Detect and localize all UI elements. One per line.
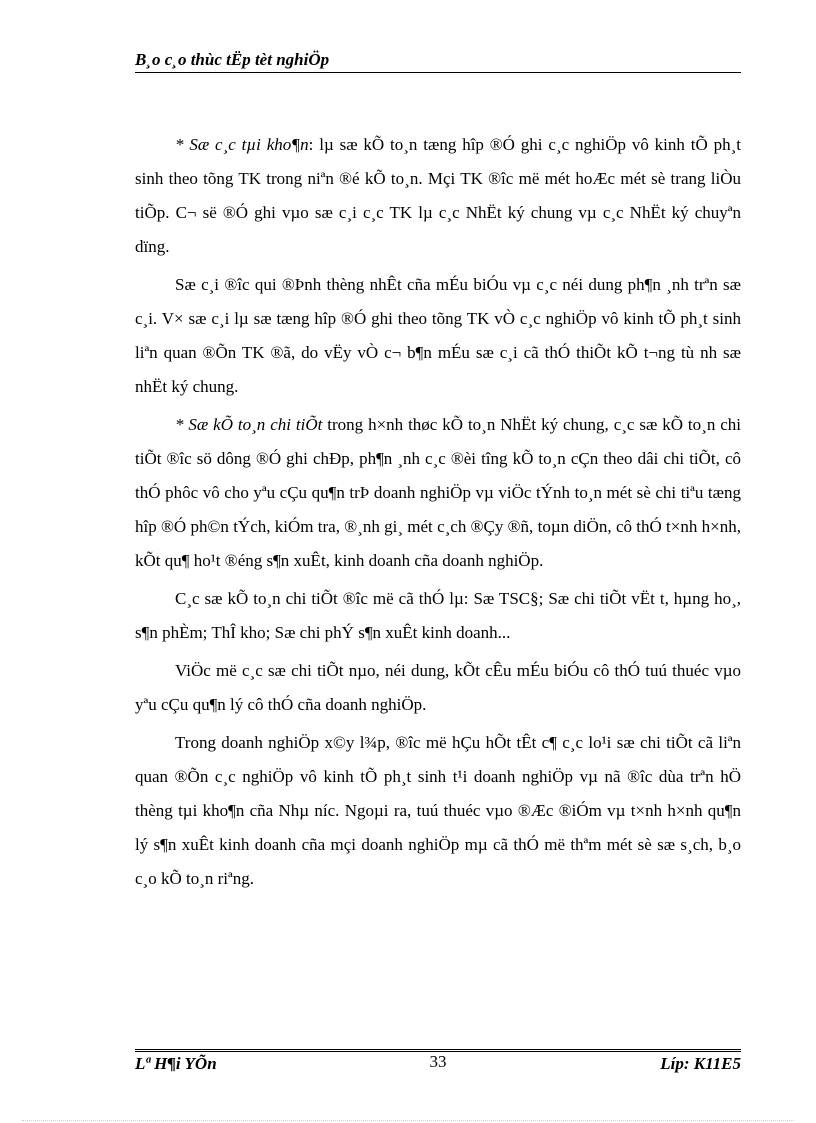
- paragraph-3-text: trong h×nh thøc kÕ to¸n NhËt ký chung, c¸c sæ kÕ to¸n chi tiÕt ®îc sö dông ®Ó ghi chÐp, ph¶n ¸nh c¸c ®èi tîng kÕ to¸n cÇn theo dâi chi tiÕt, cô thÓ phôc vô cho yªu cÇu qu¶n trÞ doanh nghiÖp vµ viÖc tÝnh to¸n mét sè chi tiªu tæng hîp ®Ó ph©n tÝch, kiÓm tra, ®¸nh gi¸ mét c¸ch ®Çy ®ñ, toµn diÖn, cô thÓ t×nh h×nh, kÕt qu¶ ho¹t ®éng s¶n xuÊt, kinh doanh cña doanh nghiÖp.: [135, 415, 742, 570]
- paragraph-1-text: : lµ sæ kÕ to¸n tæng hîp ®Ó ghi c¸c nghiÖp vô kinh tÕ ph¸t sinh theo tõng TK trong niªn ®é kÕ to¸n. Mçi TK ®îc më mét hoÆc mét sè trang liÒu tiÕp. C¬ së ®Ó ghi vµo sæ c¸i c¸c TK lµ c¸c NhËt ký chung vµ c¸c NhËt ký chuyªn dïng.: [135, 135, 741, 256]
- paragraph-4: [135, 582, 741, 650]
- page-header: B¸o c¸o thùc tËp tèt nghiÖp: [135, 50, 330, 69]
- paragraph-5-text: ViÖc më c¸c sæ chi tiÕt nµo, néi dung, kÕt cÊu mÉu biÓu cô thÓ tuú thuéc vµo yªu cÇu qu¶n lý cô thÓ cña doanh nghiÖp.: [135, 661, 741, 714]
- paragraph-1: [135, 128, 741, 264]
- paragraph-4-text: C¸c sæ kÕ to¸n chi tiÕt ®îc më cã thÓ lµ: Sæ TSC§; Sæ chi tiÕt vËt t, hµng ho¸, s¶n phÈm; ThÎ kho; Sæ chi phÝ s¶n xuÊt kinh doanh...: [135, 589, 741, 642]
- paragraph-3: [135, 408, 741, 578]
- paragraph-6: [135, 726, 741, 896]
- paragraph-5: [135, 654, 741, 722]
- page-edge: [22, 1120, 794, 1121]
- footer-class: Líp: K11E5: [660, 1054, 741, 1073]
- page-number: 33: [429, 1052, 447, 1071]
- paragraph-1-lead: * Sæ c¸c tµi kho¶n: [175, 135, 309, 154]
- paragraph-2-text: Sæ c¸i ®îc qui ®Þnh thèng nhÊt cña mÉu biÓu vµ c¸c néi dung ph¶n ¸nh trªn sæ c¸i. V× sæ c¸i lµ sæ tæng hîp ®Ó ghi theo tõng TK vÒ c¸c nghiÖp vô kinh tÕ ph¸t sinh liªn quan ®Õn TK ®ã, do vËy vÒ c¬ b¶n mÉu sæ c¸i cã thÓ thiÕt kÕ t¬ng tù nh sæ nhËt ký chung.: [135, 275, 741, 396]
- header-divider: [135, 72, 741, 73]
- footer-author: Lª H¶i YÕn: [135, 1054, 217, 1073]
- paragraph-6-text: Trong doanh nghiÖp x©y l¾p, ®îc më hÇu hÕt tÊt c¶ c¸c lo¹i sæ chi tiÕt cã liªn quan ®Õn c¸c nghiÖp vô kinh tÕ ph¸t sinh t¹i doanh nghiÖp vµ nã ®îc dùa trªn hÖ thèng tµi kho¶n cña Nhµ níc. Ngoµi ra, tuú thuéc vµo ®Æc ®iÓm vµ t×nh h×nh qu¶n lý s¶n xuÊt kinh doanh cña mçi doanh nghiÖp mµ cã thÓ më thªm mét sè sæ s¸ch, b¸o c¸o kÕ to¸n riªng.: [135, 733, 741, 888]
- document-body: [135, 128, 741, 900]
- paragraph-2: [135, 268, 741, 404]
- paragraph-3-lead: * Sæ kÕ to¸n chi tiÕt: [175, 415, 323, 434]
